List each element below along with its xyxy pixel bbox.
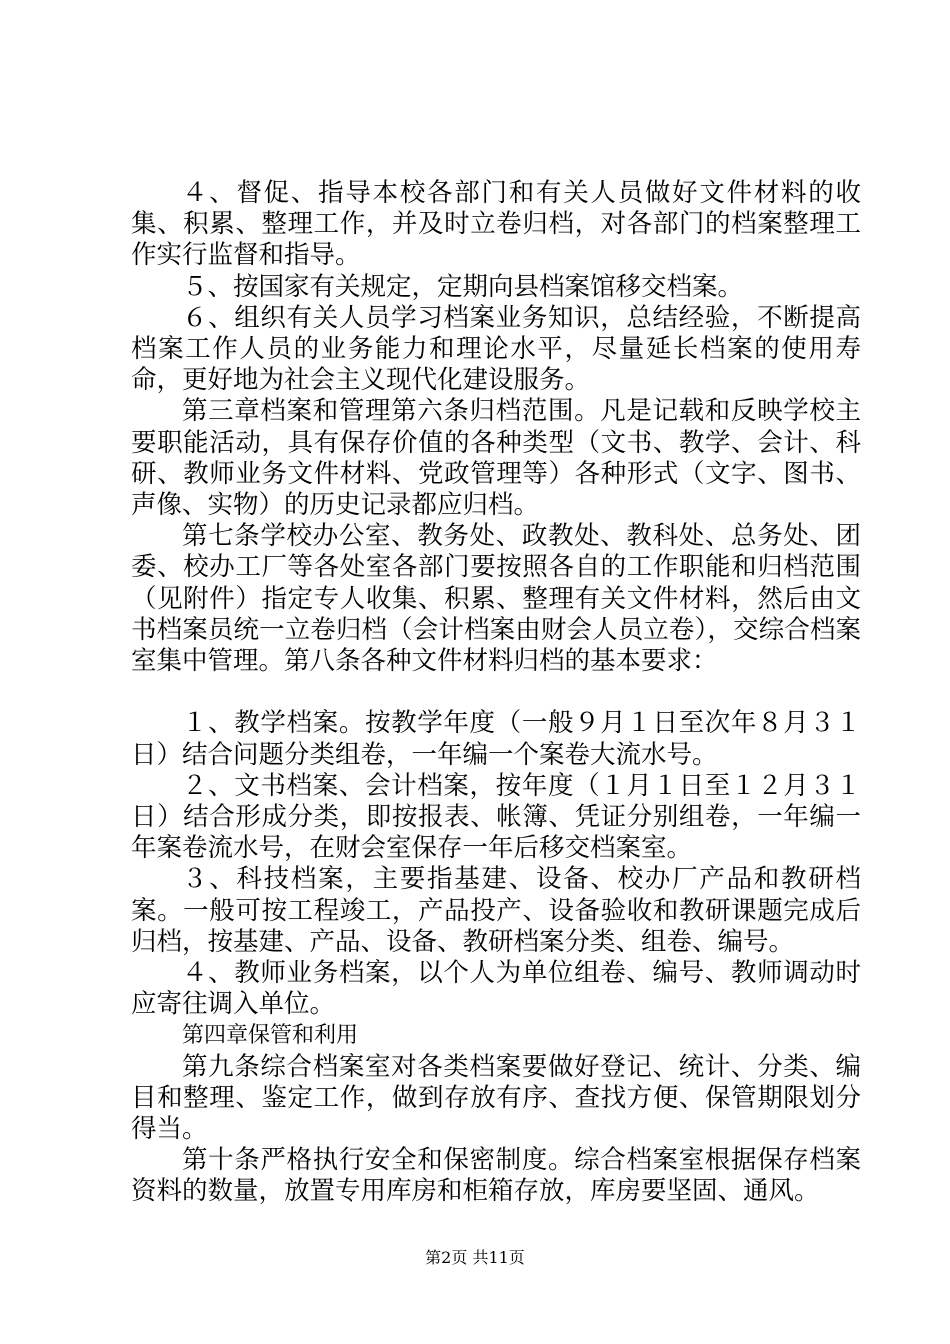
paragraph-spacer <box>131 677 861 708</box>
paragraph-duty-5: ５、按国家有关规定，定期向县档案馆移交档案。 <box>182 271 744 302</box>
paragraph-article-9: 第九条综合档案室对各类档案要做好登记、统计、分类、编目和整理、鉴定工作，做到存放有序、查找方便、保管期限划分得当。 <box>131 1051 861 1145</box>
paragraph-chapter-3-article-6: 第三章档案和管理第六条归档范围。凡是记载和反映学校主要职能活动，具有保存价值的各种类型（文书、教学、会计、科研、教师业务文件材料、党政管理等）各种形式（文字、图书、声像、实物）的历史记录都应归档。 <box>131 396 861 521</box>
chapter-4-heading: 第四章保管和利用 <box>182 1023 359 1049</box>
paragraph-article-10: 第十条严格执行安全和保密制度。综合档案室根据保存档案资料的数量，放置专用库房和柜箱存放，库房要坚固、通风。 <box>131 1145 861 1207</box>
paragraph-req-1: １、教学档案。按教学年度（一般９月１日至次年８月３１日）结合问题分类组卷，一年编一个案卷大流水号。 <box>131 708 861 770</box>
paragraph-req-3: ３、科技档案，主要指基建、设备、校办厂产品和教研档案。一般可按工程竣工，产品投产、设备验收和教研课题完成后归档，按基建、产品、设备、教研档案分类、组卷、编号。 <box>131 864 861 957</box>
paragraph-article-7-8: 第七条学校办公室、教务处、政教处、教科处、总务处、团委、校办工厂等各处室各部门要按照各自的工作职能和归档范围（见附件）指定专人收集、积累、整理有关文件材料，然后由文书档案员统一立卷归档（会计档案由财会人员立卷），交综合档案室集中管理。第八条各种文件材料归档的基本要求： <box>131 521 861 677</box>
paragraph-duty-6: ６、组织有关人员学习档案业务知识，总结经验，不断提高档案工作人员的业务能力和理论水平，尽量延长档案的使用寿命，更好地为社会主义现代化建设服务。 <box>131 302 861 396</box>
paragraph-req-2: ２、文书档案、会计档案，按年度（１月１日至１２月３１日）结合形成分类，即按报表、帐簿、凭证分别组卷，一年编一年案卷流水号，在财会室保存一年后移交档案室。 <box>131 770 861 864</box>
paragraph-duty-4: ４、督促、指导本校各部门和有关人员做好文件材料的收集、积累、整理工作，并及时立卷归档，对各部门的档案整理工作实行监督和指导。 <box>131 178 861 271</box>
document-body <box>131 178 861 1208</box>
page-footer: 第2页 共11页 <box>425 1248 525 1267</box>
paragraph-req-4: ４、教师业务档案，以个人为单位组卷、编号、教师调动时应寄往调入单位。 <box>131 958 861 1020</box>
